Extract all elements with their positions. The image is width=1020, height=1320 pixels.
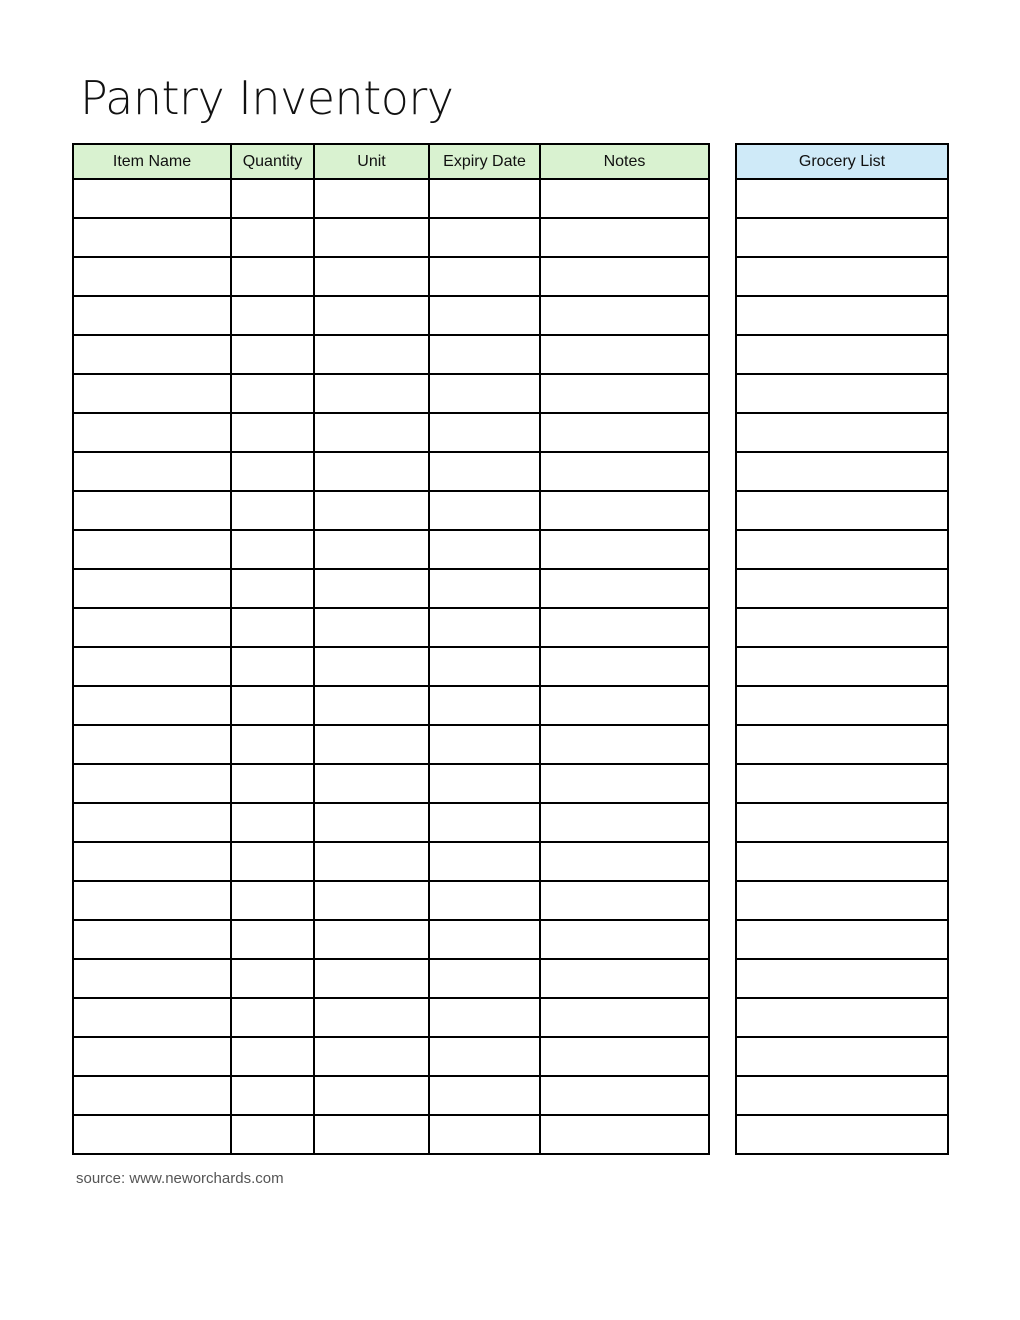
table-cell[interactable] [73,257,231,296]
grocery-row [736,764,948,803]
inventory-row [73,413,709,452]
table-cell[interactable] [231,1037,314,1076]
table-cell[interactable] [429,725,540,764]
table-cell[interactable] [540,257,709,296]
table-cell[interactable] [540,842,709,881]
table-cell[interactable] [73,530,231,569]
table-cell[interactable] [540,335,709,374]
table-cell[interactable] [231,647,314,686]
table-cell[interactable] [231,842,314,881]
inventory-row [73,374,709,413]
table-cell[interactable] [540,881,709,920]
inventory-header-row [73,144,709,179]
column-header-quantity: Quantity [231,144,314,179]
grocery-row [736,179,948,218]
inventory-row [73,179,709,218]
table-cell[interactable] [736,842,948,881]
inventory-row [73,1115,709,1154]
inventory-row [73,647,709,686]
table-cell[interactable] [73,218,231,257]
table-cell[interactable] [231,920,314,959]
grocery-row [736,998,948,1037]
table-cell[interactable] [231,452,314,491]
grocery-row [736,1076,948,1115]
inventory-body [73,179,709,1154]
grocery-row [736,413,948,452]
inventory-row [73,920,709,959]
table-cell[interactable] [540,374,709,413]
table-cell[interactable] [429,413,540,452]
grocery-row [736,257,948,296]
table-cell[interactable] [736,1076,948,1115]
table-cell[interactable] [231,257,314,296]
grocery-row [736,1115,948,1154]
table-cell[interactable] [231,1115,314,1154]
grocery-row [736,452,948,491]
table-cell[interactable] [736,530,948,569]
grocery-row [736,647,948,686]
table-cell[interactable] [73,569,231,608]
grocery-row [736,881,948,920]
table-cell[interactable] [231,374,314,413]
table-cell[interactable] [429,296,540,335]
table-cell[interactable] [540,1037,709,1076]
table-cell[interactable] [429,842,540,881]
table-cell[interactable] [73,803,231,842]
table-cell[interactable] [540,647,709,686]
grocery-row [736,374,948,413]
table-cell[interactable] [73,959,231,998]
table-cell[interactable] [314,452,429,491]
table-cell[interactable] [73,881,231,920]
table-cell[interactable] [231,608,314,647]
table-cell[interactable] [540,530,709,569]
table-cell[interactable] [231,569,314,608]
table-cell[interactable] [73,1037,231,1076]
table-cell[interactable] [314,179,429,218]
table-cell[interactable] [429,335,540,374]
table-cell[interactable] [429,881,540,920]
grocery-row [736,1037,948,1076]
table-cell[interactable] [314,218,429,257]
table-cell[interactable] [314,725,429,764]
table-cell[interactable] [314,686,429,725]
table-cell[interactable] [540,491,709,530]
table-cell[interactable] [73,1115,231,1154]
table-cell[interactable] [736,1037,948,1076]
table-cell[interactable] [231,491,314,530]
grocery-header-row [736,144,948,179]
inventory-row [73,491,709,530]
table-cell[interactable] [736,179,948,218]
inventory-row [73,257,709,296]
table-cell[interactable] [314,1115,429,1154]
inventory-row [73,764,709,803]
table-cell[interactable] [429,647,540,686]
inventory-row [73,686,709,725]
table-cell[interactable] [540,998,709,1037]
inventory-row [73,569,709,608]
table-cell[interactable] [736,920,948,959]
inventory-row [73,296,709,335]
table-cell[interactable] [314,296,429,335]
table-cell[interactable] [231,998,314,1037]
table-cell[interactable] [429,686,540,725]
table-cell[interactable] [314,959,429,998]
table-cell[interactable] [540,218,709,257]
table-cell[interactable] [540,920,709,959]
table-cell[interactable] [429,959,540,998]
table-cell[interactable] [314,803,429,842]
table-cell[interactable] [736,647,948,686]
table-cell[interactable] [314,881,429,920]
table-cell[interactable] [736,413,948,452]
table-cell[interactable] [314,491,429,530]
table-cell[interactable] [314,764,429,803]
grocery-row [736,296,948,335]
table-cell[interactable] [314,413,429,452]
table-cell[interactable] [429,1115,540,1154]
table-cell[interactable] [736,491,948,530]
inventory-row [73,530,709,569]
table-cell[interactable] [231,530,314,569]
grocery-row [736,959,948,998]
table-cell[interactable] [429,569,540,608]
table-cell[interactable] [73,1076,231,1115]
table-cell[interactable] [540,764,709,803]
table-cell[interactable] [73,725,231,764]
table-cell[interactable] [231,881,314,920]
inventory-row [73,452,709,491]
inventory-row [73,881,709,920]
inventory-row [73,803,709,842]
table-cell[interactable] [314,257,429,296]
grocery-body [736,179,948,1154]
table-cell[interactable] [540,803,709,842]
table-cell[interactable] [540,569,709,608]
table-cell[interactable] [314,998,429,1037]
table-cell[interactable] [429,257,540,296]
table-cell[interactable] [73,686,231,725]
table-cell[interactable] [231,296,314,335]
column-header-item-name: Item Name [73,144,231,179]
table-cell[interactable] [540,1115,709,1154]
table-cell[interactable] [231,335,314,374]
source-note: source: www.neworchards.com [76,1170,284,1187]
grocery-row [736,725,948,764]
table-cell[interactable] [736,218,948,257]
grocery-row [736,491,948,530]
table-cell[interactable] [540,725,709,764]
table-cell[interactable] [540,179,709,218]
inventory-row [73,218,709,257]
pantry-inventory-table [72,143,710,1155]
table-cell[interactable] [429,218,540,257]
table-cell[interactable] [73,452,231,491]
inventory-row [73,959,709,998]
table-cell[interactable] [314,335,429,374]
table-cell[interactable] [314,374,429,413]
table-cell[interactable] [314,530,429,569]
grocery-row [736,842,948,881]
table-cell[interactable] [736,257,948,296]
grocery-row [736,569,948,608]
table-cell[interactable] [736,569,948,608]
table-cell[interactable] [314,608,429,647]
table-cell[interactable] [314,569,429,608]
table-cell[interactable] [540,452,709,491]
table-cell[interactable] [73,842,231,881]
table-cell[interactable] [736,1115,948,1154]
table-cell[interactable] [73,296,231,335]
table-cell[interactable] [73,413,231,452]
table-cell[interactable] [314,1076,429,1115]
table-cell[interactable] [736,452,948,491]
table-cell[interactable] [314,1037,429,1076]
table-cell[interactable] [540,608,709,647]
table-cell[interactable] [231,959,314,998]
table-cell[interactable] [314,647,429,686]
table-cell[interactable] [736,881,948,920]
table-cell[interactable] [736,764,948,803]
table-cell[interactable] [429,491,540,530]
table-cell[interactable] [429,179,540,218]
table-cell[interactable] [314,842,429,881]
grocery-row [736,803,948,842]
table-cell[interactable] [429,530,540,569]
table-cell[interactable] [73,647,231,686]
column-header-notes: Notes [540,144,709,179]
column-header-unit: Unit [314,144,429,179]
inventory-row [73,1076,709,1115]
table-cell[interactable] [429,1076,540,1115]
table-cell[interactable] [736,803,948,842]
table-cell[interactable] [73,998,231,1037]
table-cell[interactable] [73,179,231,218]
table-cell[interactable] [736,335,948,374]
inventory-row [73,1037,709,1076]
table-cell[interactable] [429,374,540,413]
table-cell[interactable] [231,218,314,257]
table-cell[interactable] [73,764,231,803]
table-cell[interactable] [736,998,948,1037]
inventory-row [73,725,709,764]
table-cell[interactable] [429,920,540,959]
grocery-row [736,530,948,569]
column-header-expiry-date: Expiry Date [429,144,540,179]
table-cell[interactable] [231,686,314,725]
table-cell[interactable] [540,959,709,998]
grocery-row [736,920,948,959]
table-cell[interactable] [540,413,709,452]
table-cell[interactable] [314,920,429,959]
table-cell[interactable] [540,686,709,725]
table-cell[interactable] [429,452,540,491]
inventory-row [73,608,709,647]
table-cell[interactable] [73,374,231,413]
table-cell[interactable] [231,1076,314,1115]
inventory-row [73,335,709,374]
table-cell[interactable] [736,374,948,413]
table-cell[interactable] [429,803,540,842]
table-cell[interactable] [231,764,314,803]
column-header-grocery-list: Grocery List [736,144,948,179]
table-cell[interactable] [73,491,231,530]
table-cell[interactable] [429,998,540,1037]
table-cell[interactable] [736,725,948,764]
table-cell[interactable] [73,920,231,959]
table-cell[interactable] [231,179,314,218]
table-cell[interactable] [429,1037,540,1076]
page-title: Pantry Inventory [80,71,454,125]
table-cell[interactable] [736,296,948,335]
table-cell[interactable] [540,296,709,335]
table-cell[interactable] [736,608,948,647]
table-cell[interactable] [736,686,948,725]
table-cell[interactable] [73,335,231,374]
table-cell[interactable] [429,608,540,647]
inventory-row [73,998,709,1037]
table-cell[interactable] [736,959,948,998]
inventory-row [73,842,709,881]
grocery-list-table [735,143,949,1155]
table-cell[interactable] [231,803,314,842]
table-cell[interactable] [231,413,314,452]
table-cell[interactable] [73,608,231,647]
grocery-row [736,218,948,257]
table-cell[interactable] [540,1076,709,1115]
grocery-row [736,686,948,725]
grocery-row [736,608,948,647]
table-cell[interactable] [429,764,540,803]
table-cell[interactable] [231,725,314,764]
grocery-row [736,335,948,374]
